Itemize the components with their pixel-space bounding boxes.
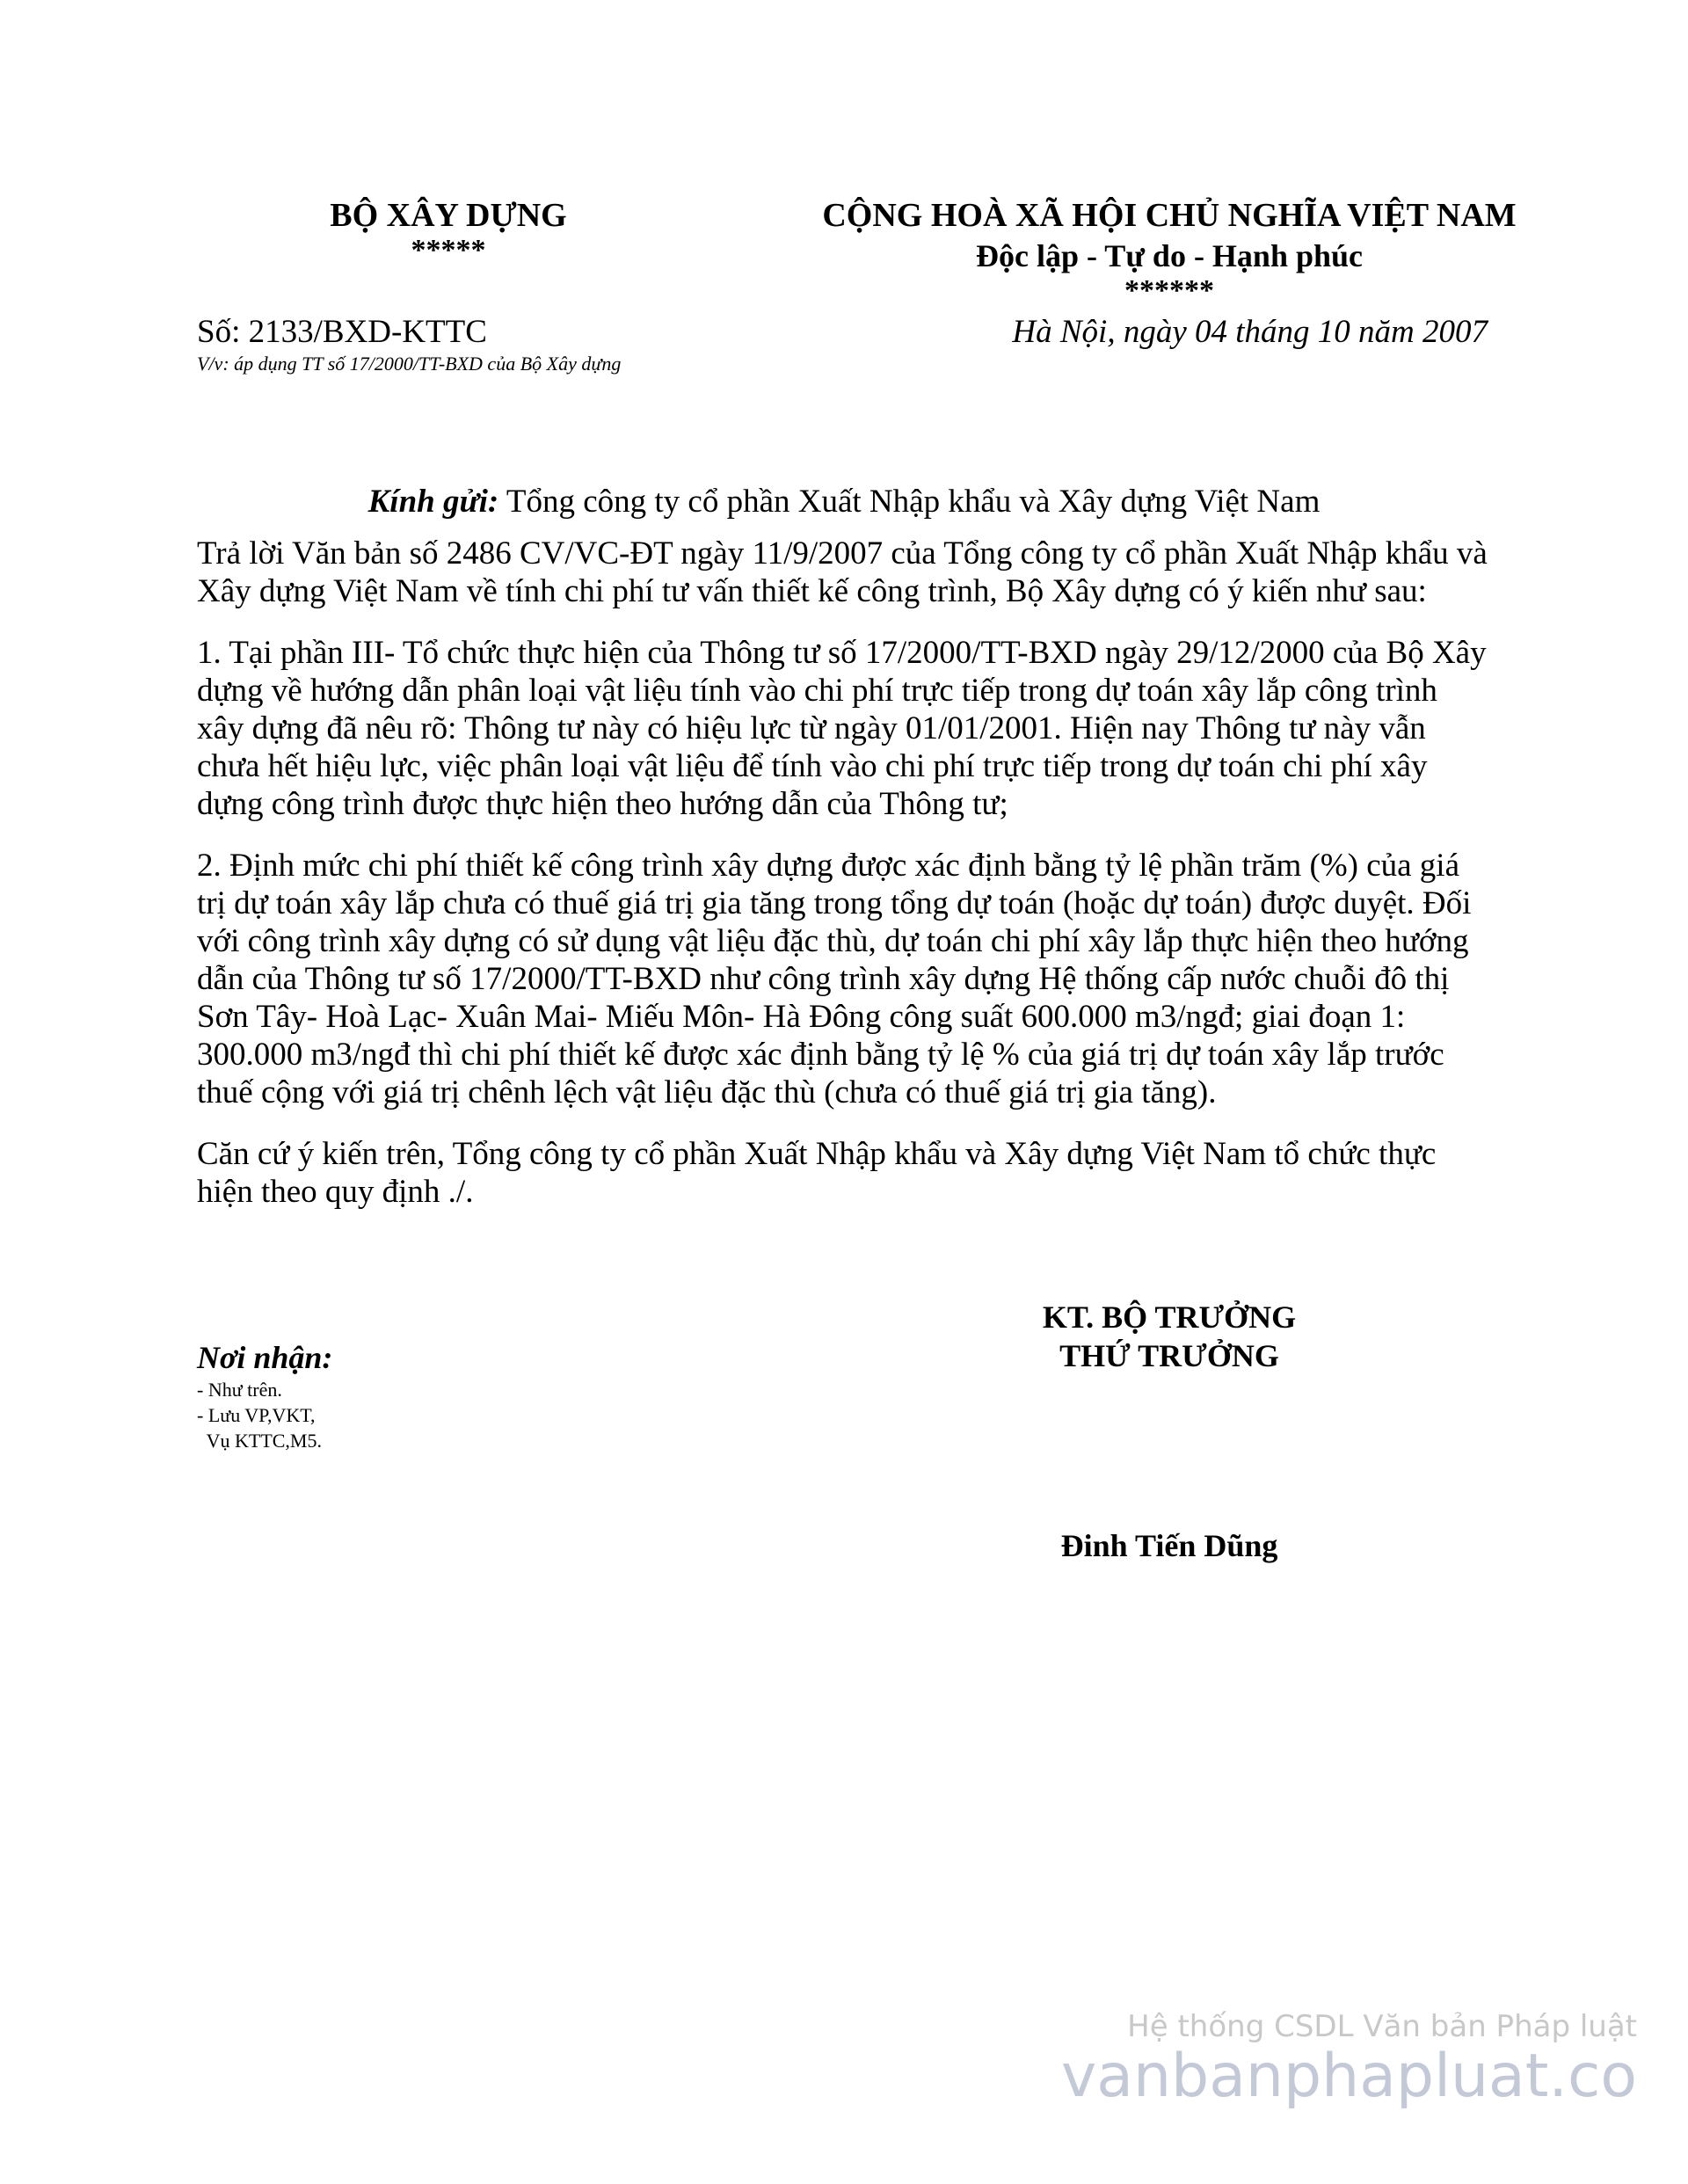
recipient-item: Vụ KTTC,M5.	[197, 1430, 322, 1452]
body-paragraph: 2. Định mức chi phí thiết kế công trình xây dựng được xác định bằng tỷ lệ phần trăm (%) của giá trị dự toán xây lắp chưa có thuế giá trị gia tăng trong tổng dự toán (hoặc dự toán) được duyệt. Đối với công trình xây dựng có sử dụng vật liệu đặc thù, dự toán chi phí xây lắp thực hiện theo hướng dẫn của Thông tư số 17/2000/TT-BXD như công trình xây dựng Hệ thống cấp nước chuỗi đô thị Sơn Tây- Hoà Lạc- Xuân Mai- Miếu Môn- Hà Đông công suất 600.000 m3/ngđ; giai đoạn 1: 300.000 m3/ngđ thì chi phí thiết kế được xác định bằng tỷ lệ % của giá trị dự toán xây lắp trước thuế cộng với giá trị chênh lệch vật liệu đặc thù (chưa có thuế giá trị gia tăng).	[197, 848, 1472, 1110]
recipient-item: - Lưu VP,VKT,	[197, 1404, 316, 1426]
addressee-label: Kính gửi:	[367, 484, 499, 520]
motto: Độc lập - Tự do - Hạnh phúc	[975, 238, 1364, 273]
signature-block	[950, 1298, 1389, 1375]
document-subject: V/v: áp dụng TT số 17/2000/TT-BXD của Bộ Xây dựng	[197, 353, 622, 375]
national-header	[747, 195, 1591, 306]
recipients-title: Nơi nhận:	[197, 1340, 333, 1375]
motto-stars: ******	[1124, 274, 1214, 307]
body-paragraph: Căn cứ ý kiến trên, Tổng công ty cổ phần Xuất Nhập khẩu và Xây dựng Việt Nam tổ chức thực hiện theo quy định ./.	[197, 1136, 1437, 1210]
document-date: Hà Nội, ngày 04 tháng 10 năm 2007	[1012, 314, 1488, 350]
issuer-block	[264, 195, 633, 266]
watermark-caption: Hệ thống CSDL Văn bản Pháp luật	[1127, 2009, 1637, 2044]
signature-role: THỨ TRƯỞNG	[1059, 1338, 1279, 1373]
addressee-name: Tổng công ty cổ phần Xuất Nhập khẩu và Xây dựng Việt Nam	[506, 484, 1321, 520]
addressee	[0, 482, 1688, 522]
signer-name: Đinh Tiến Dũng	[1060, 1528, 1278, 1563]
body-paragraph: 1. Tại phần III- Tổ chức thực hiện của Thông tư số 17/2000/TT-BXD ngày 29/12/2000 của Bộ Xây dựng về hướng dẫn phân loại vật liệu tính vào chi phí trực tiếp trong dự toán xây lắp công trình xây dựng đã nêu rõ: Thông tư này có hiệu lực từ ngày 01/01/2001. Hiện nay Thông tư này vẫn chưa hết hiệu lực, việc phân loại vật liệu để tính vào chi phí trực tiếp trong dự toán chi phí xây dựng công trình được thực hiện theo hướng dẫn của Thông tư;	[197, 635, 1487, 822]
body-paragraph: Trả lời Văn bản số 2486 CV/VC-ĐT ngày 11/9/2007 của Tổng công ty cổ phần Xuất Nhập khẩu và Xây dựng Việt Nam về tính chi phí tư vấn thiết kế công trình, Bộ Xây dựng có ý kiến như sau:	[197, 535, 1488, 609]
ministry-stars: *****	[411, 234, 486, 266]
recipient-item: - Như trên.	[197, 1379, 282, 1401]
signature-title: KT. BỘ TRƯỞNG	[1042, 1299, 1297, 1335]
country-name: CỘNG HOÀ XÃ HỘI CHỦ NGHĨA VIỆT NAM	[822, 197, 1517, 234]
letter-body	[197, 535, 1489, 1234]
recipients-list	[197, 1377, 322, 1453]
document-number: Số: 2133/BXD-KTTC	[197, 314, 487, 350]
watermark-site: vanbanphapluat.co	[1061, 2042, 1637, 2111]
ministry-name: BỘ XÂY DỰNG	[330, 197, 567, 234]
